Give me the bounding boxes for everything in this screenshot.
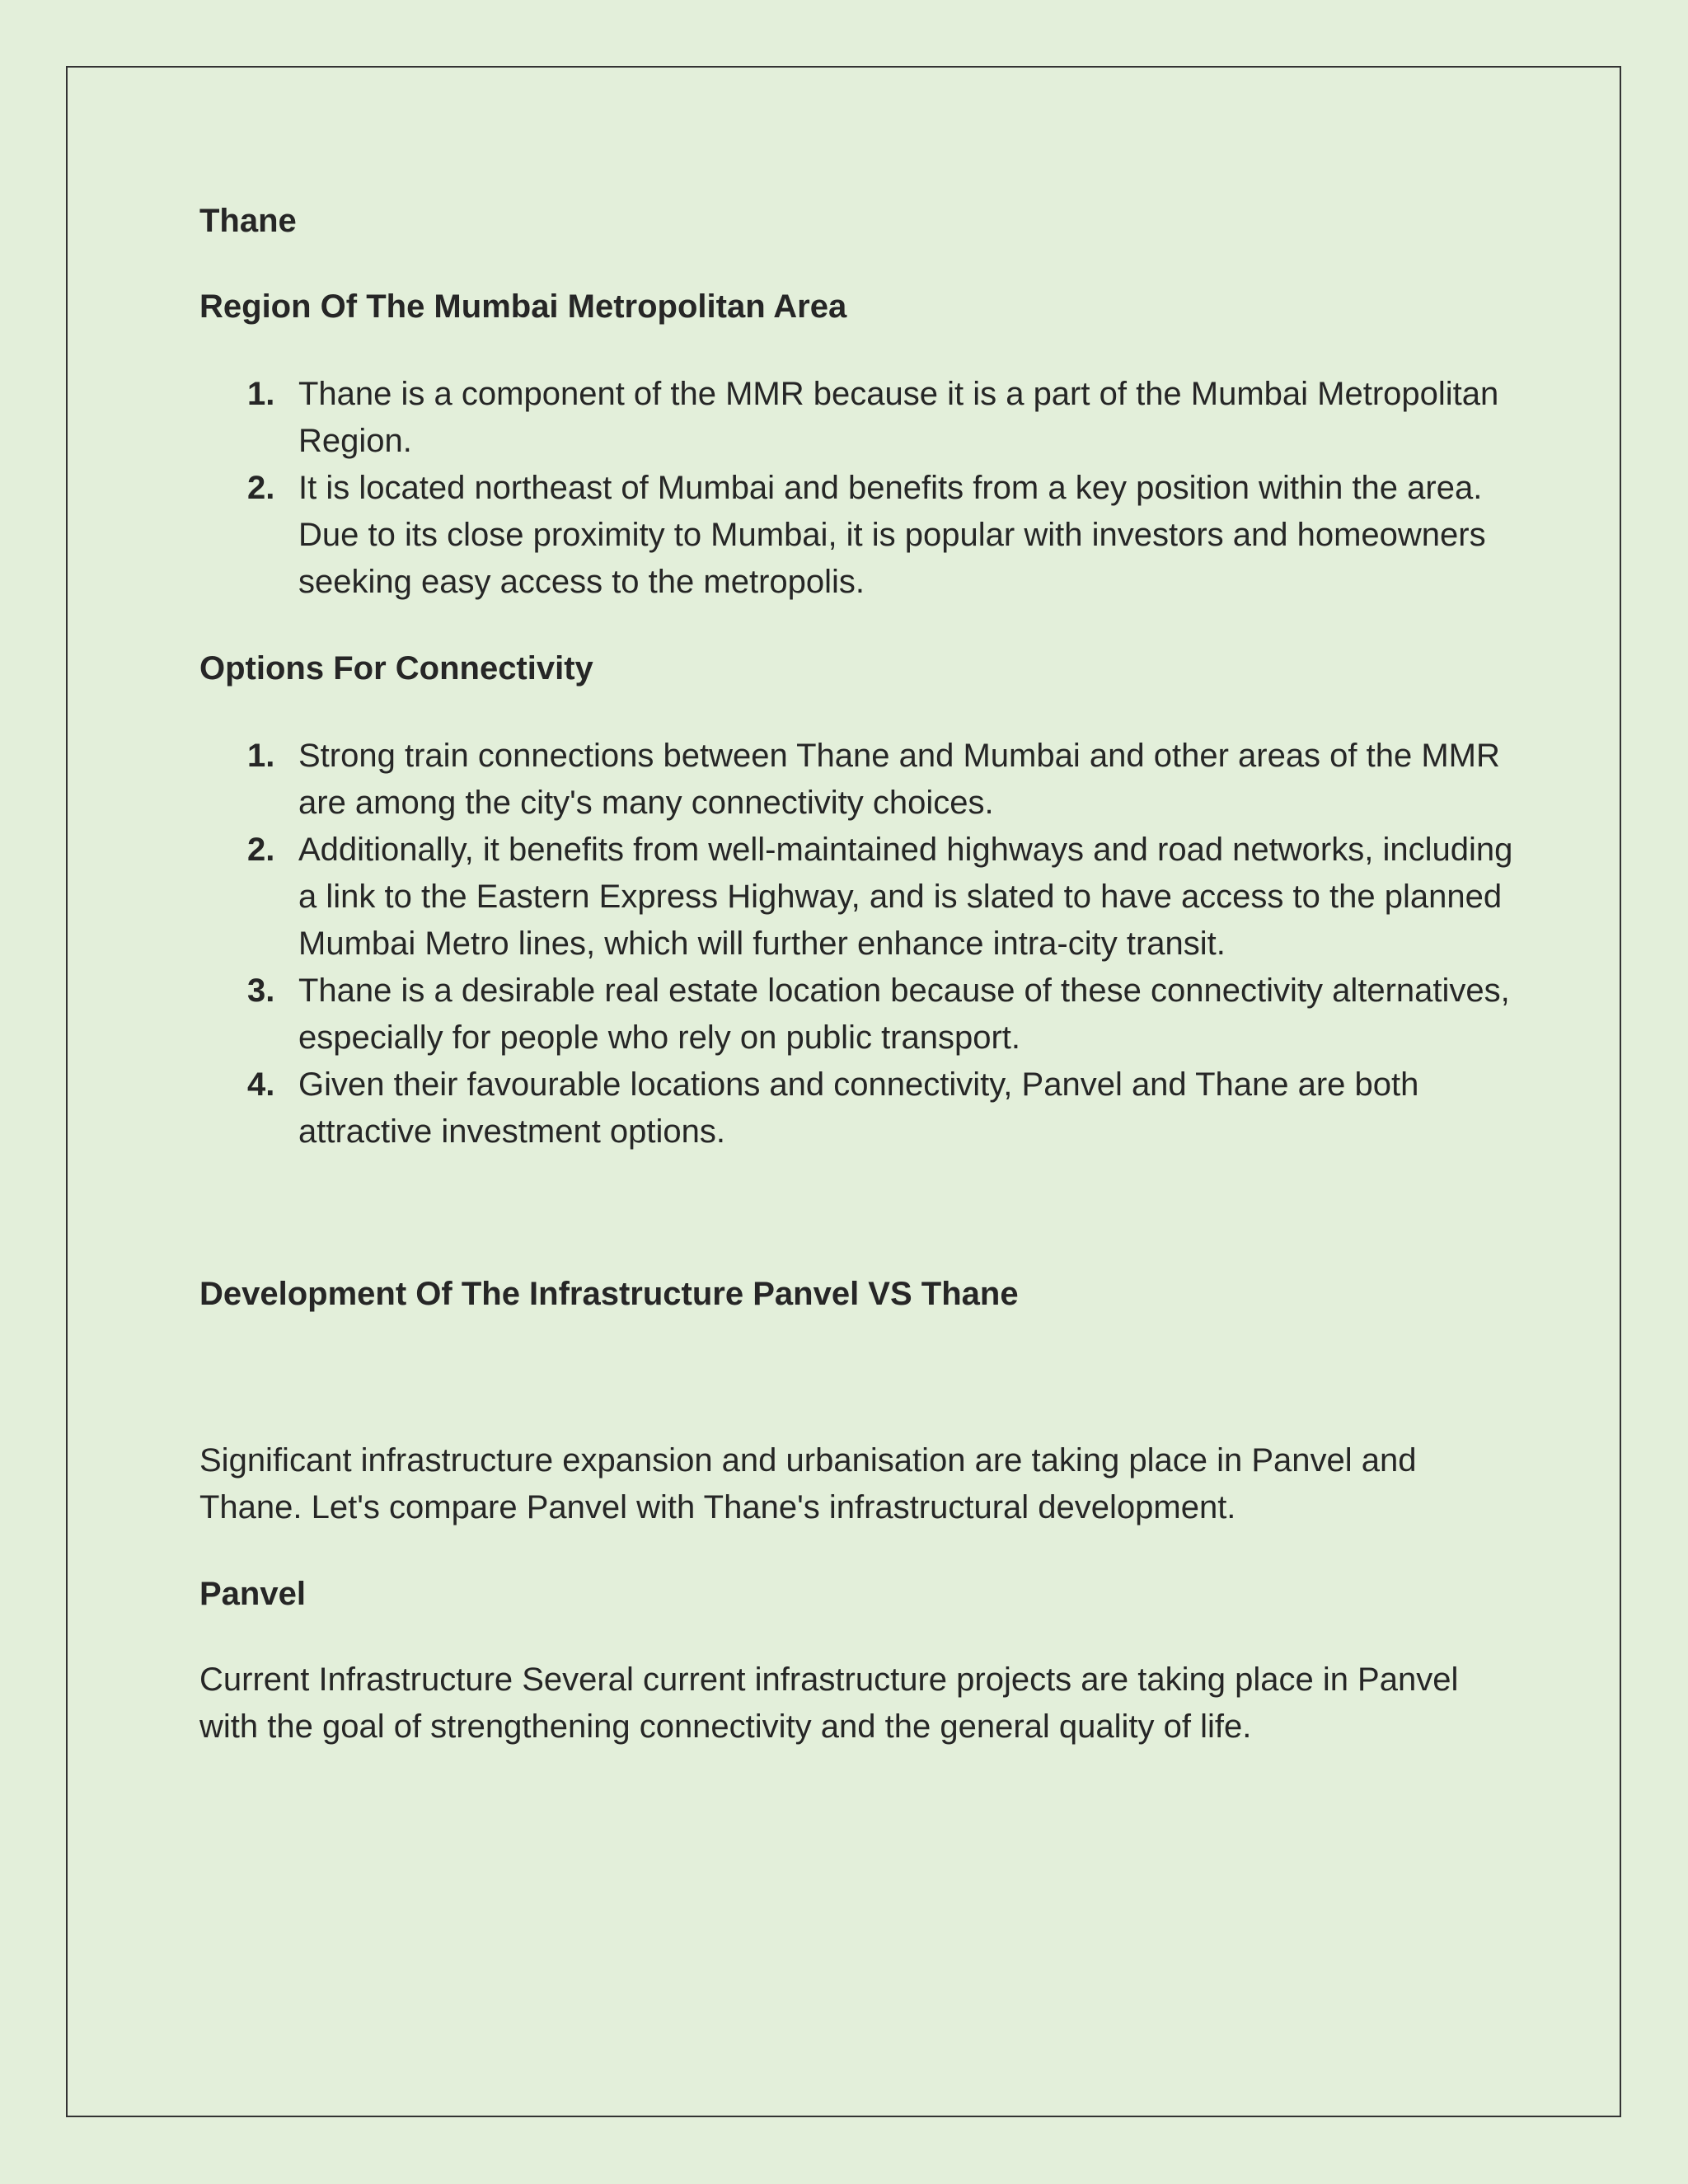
list-item bbox=[199, 465, 1518, 606]
list-number: 4. bbox=[247, 1066, 275, 1103]
list-text: Thane is a component of the MMR because it is a part of the Mumbai Metropolitan Region. bbox=[298, 376, 1499, 459]
document-body bbox=[199, 198, 1518, 1750]
connectivity-list bbox=[199, 733, 1518, 1155]
list-text: It is located northeast of Mumbai and benefits from a key position within the area. Due to its close proximity to Mumbai, it is popular with investors and homeowners seeking easy access to the metropolis. bbox=[298, 470, 1486, 600]
list-number: 2. bbox=[247, 470, 275, 506]
development-heading: Development Of The Infrastructure Panvel VS Thane bbox=[199, 1276, 1019, 1312]
list-number: 2. bbox=[247, 832, 275, 868]
development-paragraph: Significant infrastructure expansion and urbanisation are taking place in Panvel and Thane. Let's compare Panvel with Thane's infrastructural development. bbox=[199, 1442, 1417, 1526]
list-number: 1. bbox=[247, 738, 275, 774]
list-item bbox=[199, 968, 1518, 1062]
panvel-paragraph: Current Infrastructure Several current infrastructure projects are taking place in Panvel with the goal of strengthening connectivity and the general quality of life. bbox=[199, 1661, 1459, 1745]
list-item bbox=[199, 371, 1518, 465]
list-number: 3. bbox=[247, 972, 275, 1009]
list-item bbox=[199, 733, 1518, 827]
list-text: Given their favourable locations and connectivity, Panvel and Thane are both attractive investment options. bbox=[298, 1066, 1419, 1150]
thane-heading: Thane bbox=[199, 203, 297, 239]
list-text: Strong train connections between Thane and Mumbai and other areas of the MMR are among the city's many connectivity choices. bbox=[298, 738, 1500, 821]
region-heading: Region Of The Mumbai Metropolitan Area bbox=[199, 288, 847, 325]
panvel-heading: Panvel bbox=[199, 1576, 306, 1612]
list-text: Additionally, it benefits from well-maintained highways and road networks, including a link to the Eastern Express Highway, and is slated to have access to the planned Mumbai Metro lines, which will further enhance intra-city transit. bbox=[298, 832, 1513, 962]
list-item bbox=[199, 1062, 1518, 1155]
connectivity-heading: Options For Connectivity bbox=[199, 650, 593, 687]
list-item bbox=[199, 827, 1518, 968]
region-list bbox=[199, 371, 1518, 606]
list-number: 1. bbox=[247, 376, 275, 412]
list-text: Thane is a desirable real estate location because of these connectivity alternatives, especially for people who rely on public transport. bbox=[298, 972, 1510, 1056]
